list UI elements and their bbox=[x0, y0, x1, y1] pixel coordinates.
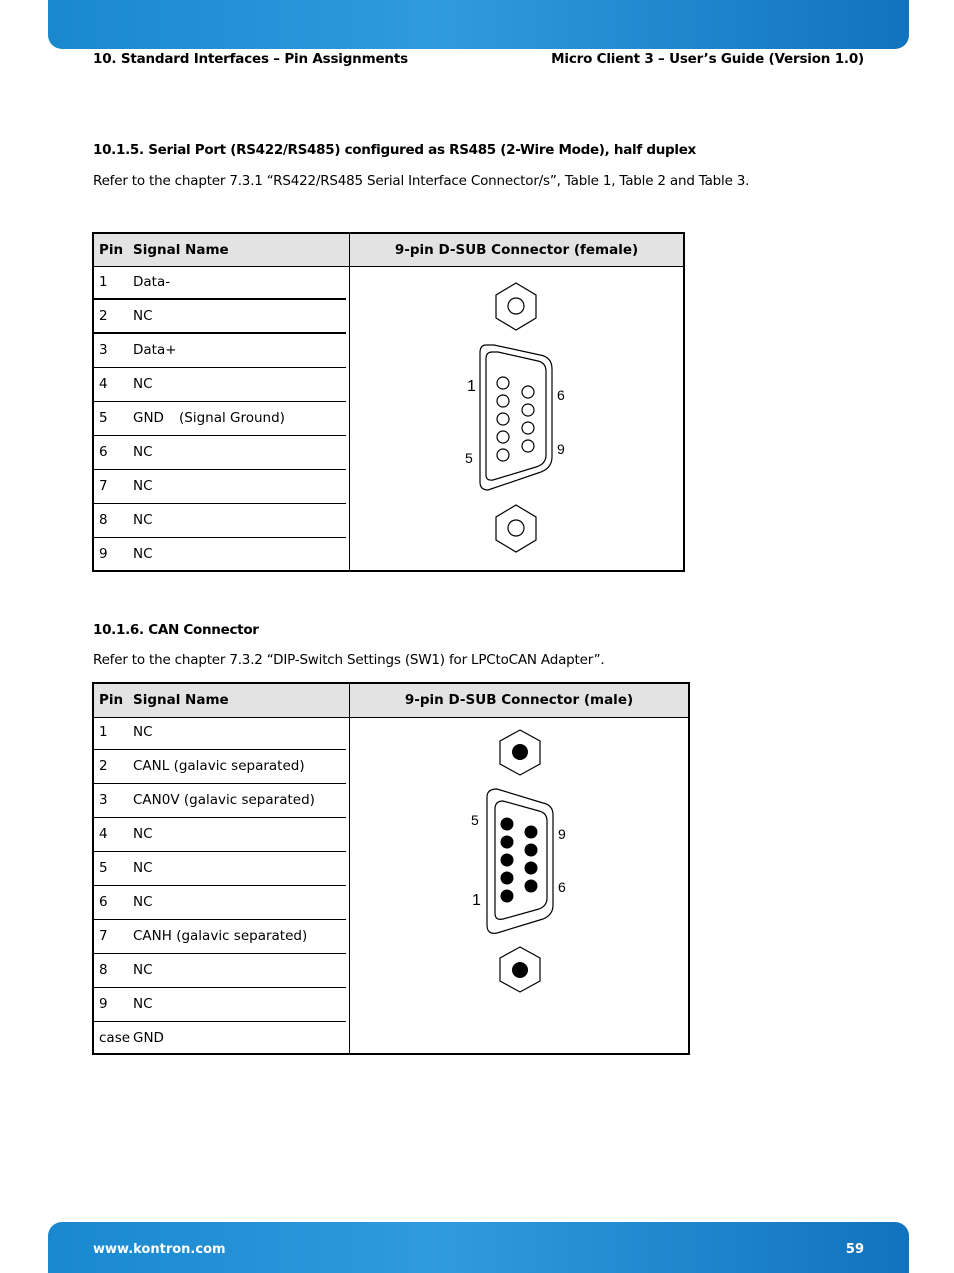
pin-number: 3 bbox=[99, 792, 108, 808]
pin-number: 3 bbox=[99, 342, 108, 358]
pin6-label: 6 bbox=[558, 879, 566, 895]
signal-name: NC bbox=[133, 996, 153, 1012]
pin-number: 9 bbox=[99, 996, 108, 1012]
footer-website: www.kontron.com bbox=[93, 1242, 226, 1257]
pin-hole-icon bbox=[522, 404, 534, 416]
col-header-connector: 9-pin D-SUB Connector (male) bbox=[404, 692, 634, 708]
signal-name: NC bbox=[133, 308, 153, 324]
pin-icon bbox=[501, 818, 514, 831]
table-row bbox=[94, 920, 346, 954]
pin-number: 1 bbox=[99, 274, 108, 290]
pin-number: 2 bbox=[99, 758, 108, 774]
pin-number: 8 bbox=[99, 962, 108, 978]
pin-number: 7 bbox=[99, 478, 108, 494]
signal-name: CANH (galavic separated) bbox=[133, 928, 308, 944]
signal-name: NC bbox=[133, 546, 153, 562]
table-header bbox=[94, 684, 688, 718]
pin-icon bbox=[525, 826, 538, 839]
signal-name: NC bbox=[133, 860, 153, 876]
pin-hole-icon bbox=[497, 377, 509, 389]
col-header-connector: 9-pin D-SUB Connector (female) bbox=[394, 242, 639, 258]
table-row bbox=[94, 988, 346, 1022]
signal-name: CANL (galavic separated) bbox=[133, 758, 305, 774]
pin-hole-icon bbox=[497, 431, 509, 443]
bottom-mount-hole-icon bbox=[508, 520, 524, 536]
dsub-male-connector-diagram bbox=[445, 725, 605, 1000]
pin-number: 8 bbox=[99, 512, 108, 528]
pin-number: 7 bbox=[99, 928, 108, 944]
bottom-mount-hex-icon bbox=[496, 505, 536, 552]
pin-icon bbox=[525, 844, 538, 857]
section-intro-can: Refer to the chapter 7.3.2 “DIP-Switch Settings (SW1) for LPCtoCAN Adapter”. bbox=[93, 652, 605, 668]
table-row bbox=[94, 300, 346, 334]
pin-icon bbox=[501, 854, 514, 867]
section-heading-rs485: 10.1.5. Serial Port (RS422/RS485) configured as RS485 (2-Wire Mode), half duplex bbox=[93, 142, 696, 158]
signal-name: NC bbox=[133, 512, 153, 528]
signal-name: NC bbox=[133, 376, 153, 392]
pin-icon bbox=[501, 872, 514, 885]
column-divider bbox=[349, 234, 350, 570]
pin-icon bbox=[525, 862, 538, 875]
pin5-label: 5 bbox=[465, 450, 473, 466]
signal-name: GND bbox=[133, 1030, 164, 1046]
pin-number: 6 bbox=[99, 444, 108, 460]
pin6-label: 6 bbox=[557, 387, 565, 403]
table-header bbox=[94, 234, 683, 267]
signal-name: Data- bbox=[133, 274, 171, 290]
pin-number: 6 bbox=[99, 894, 108, 910]
page-number: 59 bbox=[845, 1242, 864, 1257]
header-document-title: Micro Client 3 – User’s Guide (Version 1.0) bbox=[551, 51, 864, 67]
pin-hole-icon bbox=[497, 395, 509, 407]
col-header-signal: Signal Name bbox=[133, 692, 229, 708]
table-row bbox=[94, 852, 346, 886]
signal-name: CAN0V (galavic separated) bbox=[133, 792, 315, 808]
pin-number: 5 bbox=[99, 410, 108, 426]
top-mount-stud-icon bbox=[512, 744, 528, 760]
pin5-label: 5 bbox=[471, 812, 479, 828]
table-row bbox=[94, 784, 346, 818]
pin-hole-icon bbox=[522, 386, 534, 398]
top-mount-hole-icon bbox=[508, 298, 524, 314]
pin-hole-icon bbox=[522, 422, 534, 434]
table-row bbox=[94, 504, 346, 538]
section-intro-rs485: Refer to the chapter 7.3.1 “RS422/RS485 Serial Interface Connector/s”, Table 1, Table 2 and Table 3. bbox=[93, 173, 750, 189]
table-row bbox=[94, 750, 346, 784]
pin-icon bbox=[501, 890, 514, 903]
pin-number: 4 bbox=[99, 376, 108, 392]
pin1-label: 1 bbox=[467, 378, 476, 395]
table-row bbox=[94, 1022, 346, 1056]
pin9-label: 9 bbox=[558, 826, 566, 842]
pin-number: 1 bbox=[99, 724, 108, 740]
signal-name: NC bbox=[133, 962, 153, 978]
table-row bbox=[94, 954, 346, 988]
signal-name: GND bbox=[133, 410, 164, 426]
bottom-mount-stud-icon bbox=[512, 962, 528, 978]
col-header-pin: Pin bbox=[99, 242, 124, 258]
header-section-title: 10. Standard Interfaces – Pin Assignments bbox=[93, 51, 408, 67]
pin-number: 5 bbox=[99, 860, 108, 876]
table-row bbox=[94, 334, 346, 368]
signal-name: Data+ bbox=[133, 342, 177, 358]
table-row bbox=[94, 402, 346, 436]
col-header-pin: Pin bbox=[99, 692, 124, 708]
pin9-label: 9 bbox=[557, 441, 565, 457]
table-row bbox=[94, 470, 346, 504]
table-row bbox=[94, 538, 346, 572]
signal-note: (Signal Ground) bbox=[179, 410, 285, 426]
section-heading-can: 10.1.6. CAN Connector bbox=[93, 622, 259, 638]
table-row bbox=[94, 266, 346, 300]
pin-number: 4 bbox=[99, 826, 108, 842]
pin-hole-icon bbox=[522, 440, 534, 452]
table-row bbox=[94, 886, 346, 920]
column-divider bbox=[349, 684, 350, 1053]
d-shell-outer bbox=[487, 789, 553, 933]
table-row bbox=[94, 818, 346, 852]
top-mount-hex-icon bbox=[496, 283, 536, 330]
dsub-female-connector-diagram bbox=[440, 275, 600, 560]
signal-name: NC bbox=[133, 444, 153, 460]
pin-number: 2 bbox=[99, 308, 108, 324]
col-header-signal: Signal Name bbox=[133, 242, 229, 258]
signal-name: NC bbox=[133, 894, 153, 910]
table-row bbox=[94, 716, 346, 750]
header-bar bbox=[48, 0, 909, 49]
signal-name: NC bbox=[133, 826, 153, 842]
d-shell-outer bbox=[480, 345, 552, 490]
pin1-label: 1 bbox=[472, 892, 481, 909]
pin-number: 9 bbox=[99, 546, 108, 562]
pin-hole-icon bbox=[497, 413, 509, 425]
d-shell-inner bbox=[486, 352, 546, 480]
pin-icon bbox=[525, 880, 538, 893]
table-row bbox=[94, 368, 346, 402]
table-row bbox=[94, 436, 346, 470]
pin-icon bbox=[501, 836, 514, 849]
signal-name: NC bbox=[133, 478, 153, 494]
signal-name: NC bbox=[133, 724, 153, 740]
pin-number: case bbox=[99, 1030, 131, 1046]
pin-hole-icon bbox=[497, 449, 509, 461]
